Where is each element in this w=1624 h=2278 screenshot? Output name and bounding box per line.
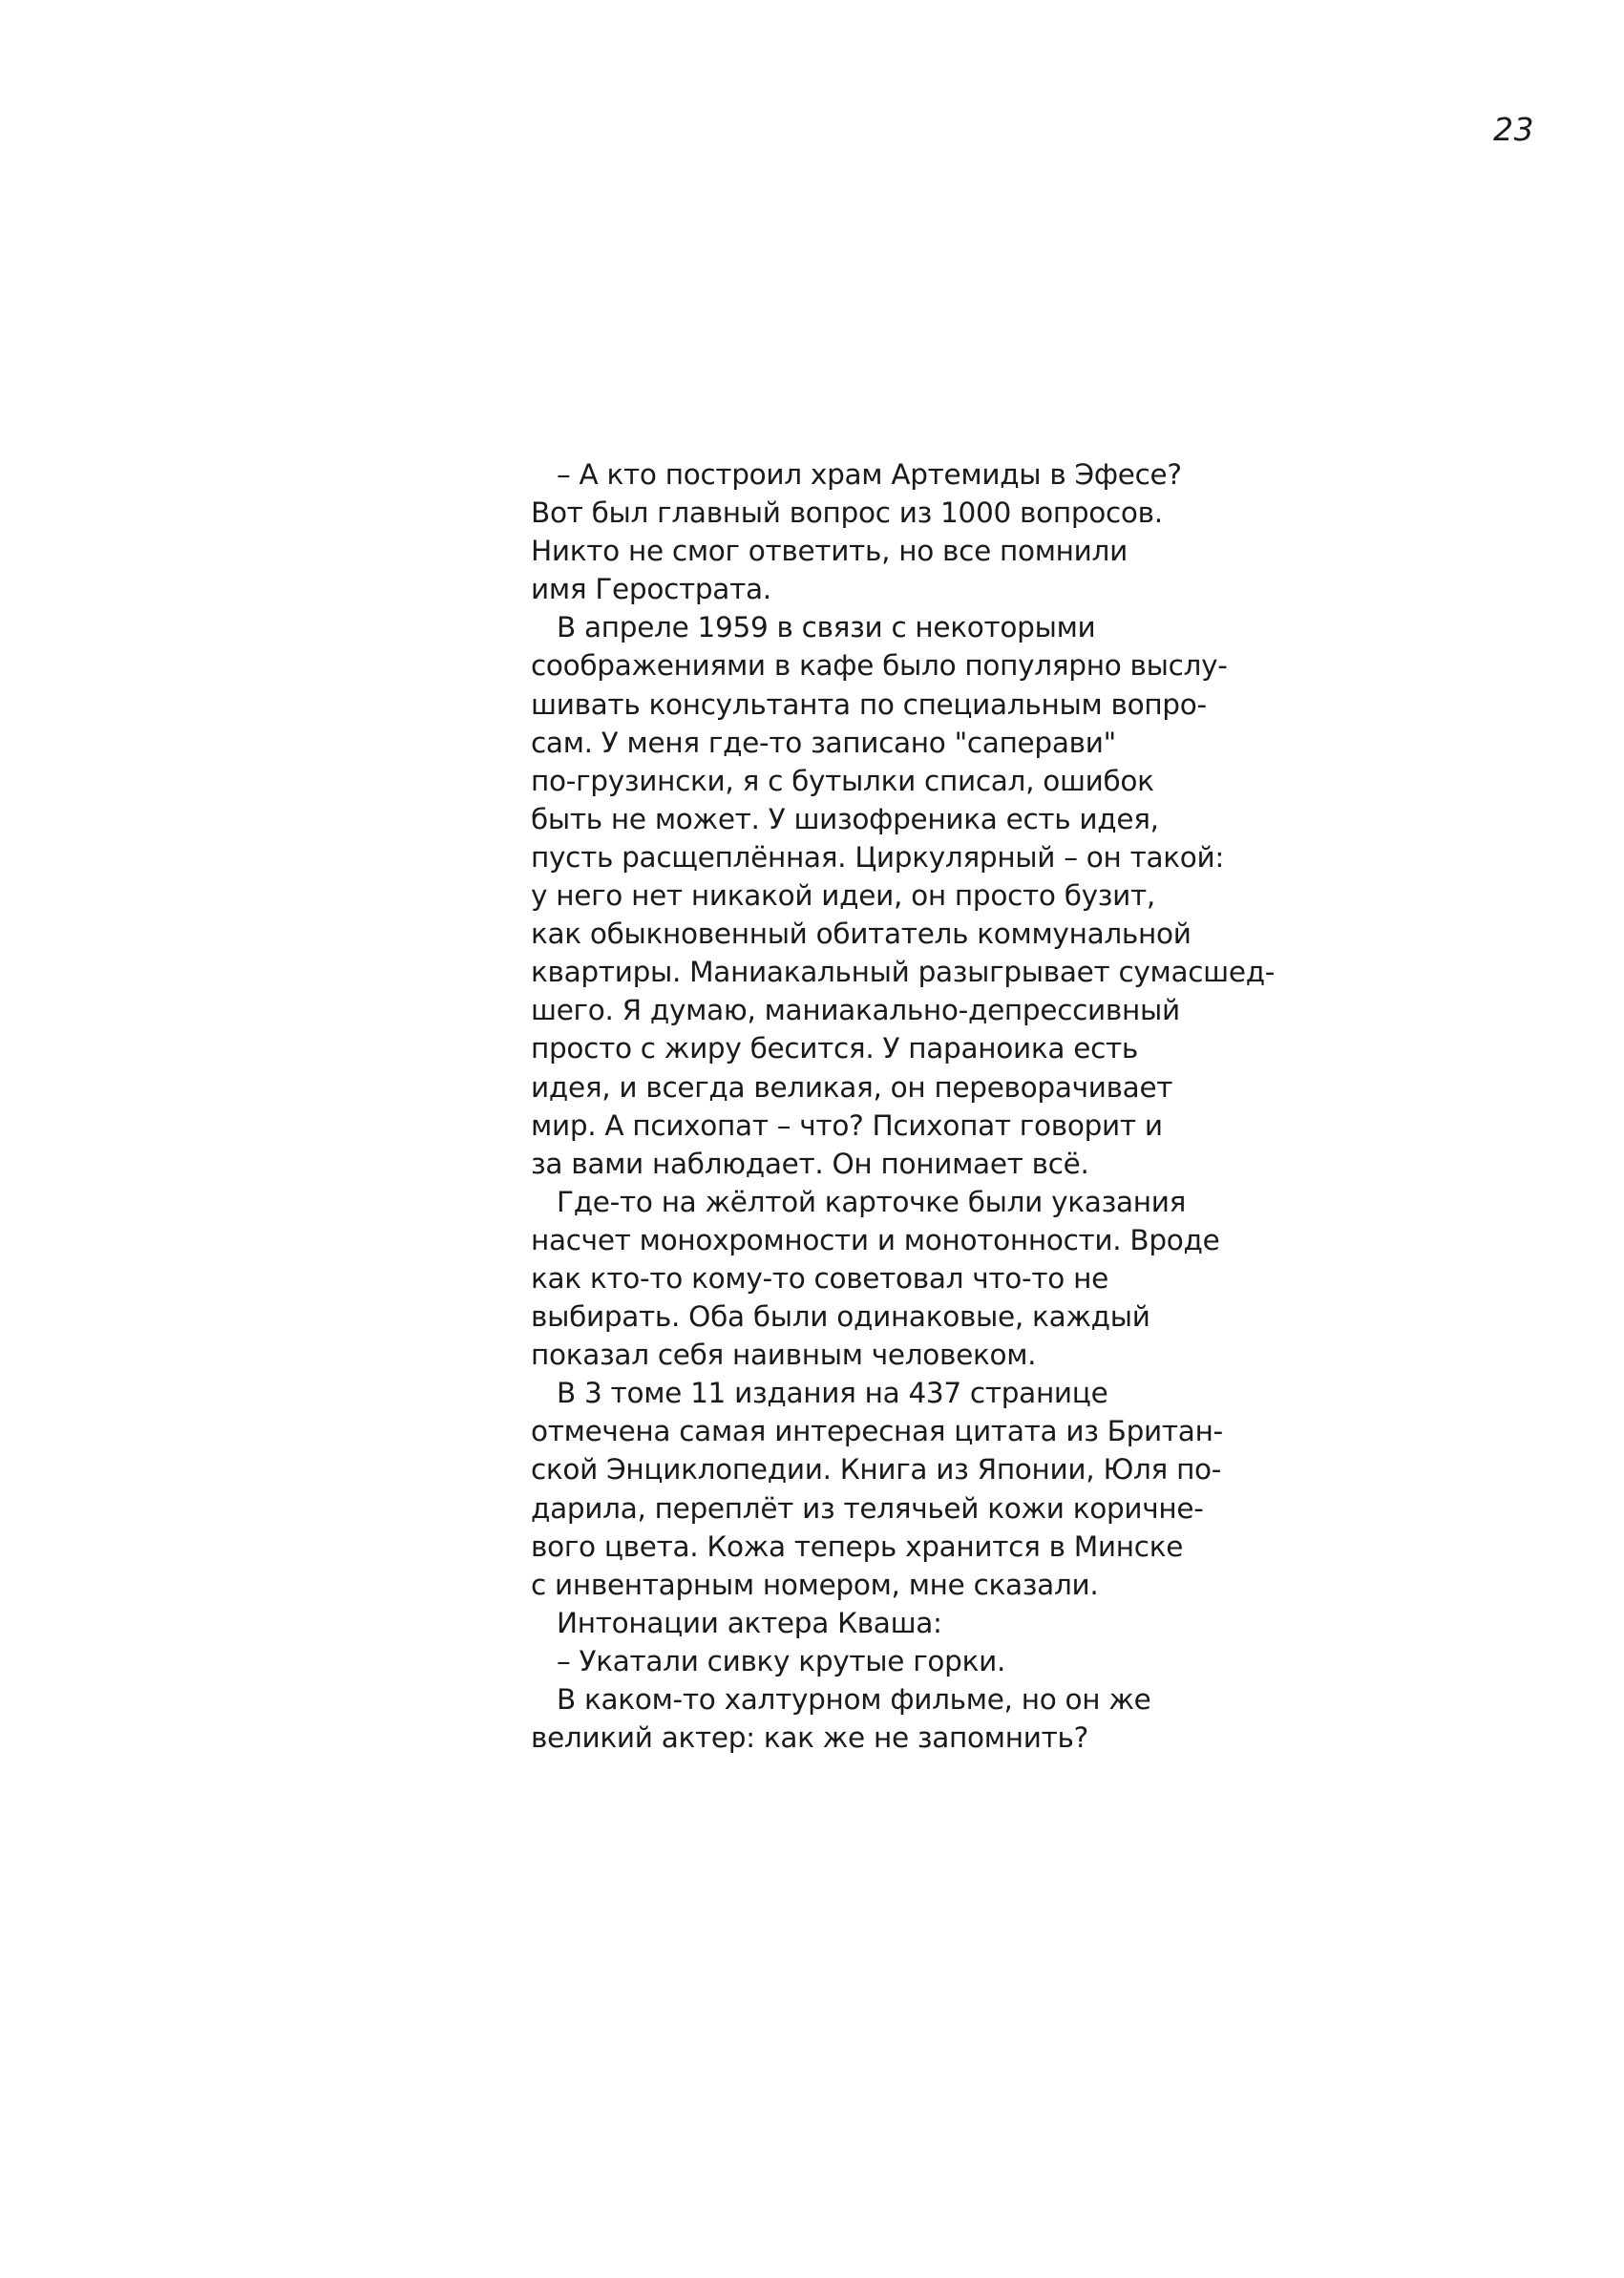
text-line: вого цвета. Кожа теперь хранится в Минске [531,1529,1184,1563]
text-line: имя Герострата. [531,573,771,606]
text-line: В каком-то халтурном фильме, но он же [557,1683,1151,1716]
text-line: идея, и всегда великая, он переворачивает [531,1070,1173,1104]
text-line: В 3 томе 11 издания на 437 странице [557,1377,1108,1410]
text-line: у него нет никакой идеи, он просто бузит, [531,879,1155,913]
text-line: шивать консультанта по специальным вопро- [531,687,1207,721]
text-line: отмечена самая интересная цитата из Британ- [531,1415,1223,1448]
text-line: как кто-то кому-то советовал что-то не [531,1261,1108,1295]
text-line: – А кто построил храм Артемиды в Эфесе? [557,458,1182,491]
text-line: как обыкновенный обитатель коммунальной [531,918,1192,951]
text-line: шего. Я думаю, маниакально-депрессивный [531,994,1180,1027]
text-line: В апреле 1959 в связи с некоторыми [557,611,1096,644]
text-line: с инвентарным номером, мне сказали. [531,1568,1099,1601]
text-line: квартиры. Маниакальный разыгрывает сумасшед- [531,956,1276,989]
text-line: сам. У меня где-то записано "саперави" [531,726,1116,759]
text-line: пусть расщеплённая. Циркулярный – он такой: [531,840,1225,874]
text-line: – Укатали сивку крутые горки. [557,1644,1006,1677]
text-line: показал себя наивным человеком. [531,1339,1037,1372]
text-line: Никто не смог ответить, но все помнили [531,535,1128,568]
text-line: мир. А психопат – что? Психопат говорит и [531,1108,1163,1142]
text-line: насчет монохромности и монотонности. Вроде [531,1223,1220,1256]
text-line: дарила, переплёт из телячьей кожи коричне- [531,1491,1204,1525]
text-line: Где-то на жёлтой карточке были указания [557,1185,1187,1218]
text-line: быть не может. У шизофреника есть идея, [531,802,1159,835]
text-line: просто с жиру бесится. У параноика есть [531,1032,1138,1065]
text-line: за вами наблюдает. Он понимает всё. [531,1147,1089,1180]
text-line: по-грузински, я с бутылки списал, ошибок [531,764,1154,797]
text-line: соображениями в кафе было популярно выслу- [531,649,1228,683]
text-line: великий актер: как же не запомнить? [531,1721,1088,1755]
text-line: Вот был главный вопрос из 1000 вопросов. [531,496,1163,530]
text-line: Интонации актера Кваша: [557,1606,942,1639]
body-text [531,455,1276,1757]
text-line: выбирать. Оба были одинаковые, каждый [531,1300,1150,1334]
page-number: 23 [1493,111,1534,148]
text-line: ской Энциклопедии. Книга из Японии, Юля по- [531,1453,1222,1487]
